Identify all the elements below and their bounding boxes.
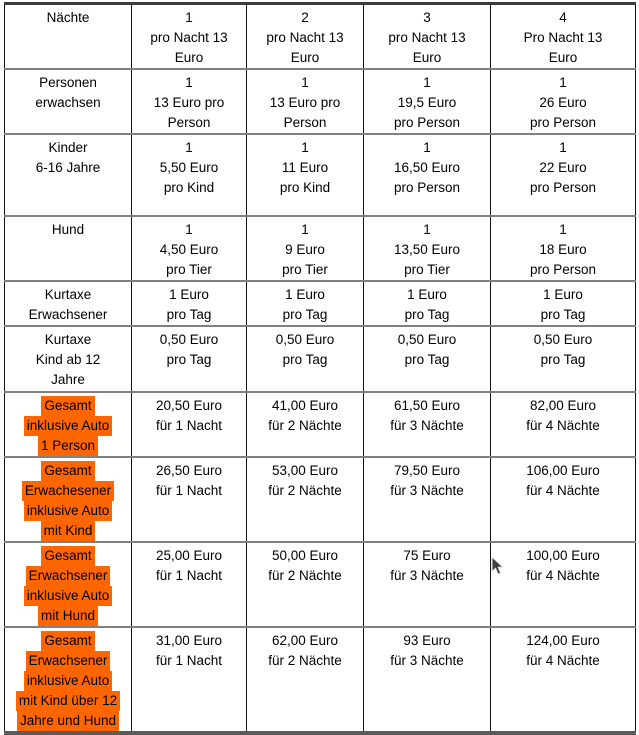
price-cell[interactable] bbox=[364, 392, 491, 457]
row-label-cell[interactable] bbox=[5, 392, 132, 457]
price-cell-line: pro Person bbox=[529, 180, 597, 195]
row-label-line: Erwachsener bbox=[7, 566, 129, 586]
price-cell-line: für 1 Nacht bbox=[155, 568, 223, 583]
price-cell-line: 75 Euro bbox=[403, 548, 451, 563]
table-row bbox=[5, 4, 636, 70]
table-row bbox=[5, 542, 636, 627]
price-cell-line: 1 bbox=[423, 222, 431, 237]
price-cell-line: für 3 Nächte bbox=[390, 568, 464, 583]
row-label-cell[interactable] bbox=[5, 216, 132, 281]
price-cell-line: Euro bbox=[412, 50, 442, 65]
price-cell[interactable] bbox=[491, 216, 636, 281]
price-cell-line: Pro Nacht 13 bbox=[523, 30, 603, 45]
price-cell[interactable] bbox=[247, 69, 364, 134]
price-cell[interactable] bbox=[132, 542, 247, 627]
price-cell[interactable] bbox=[491, 326, 636, 392]
price-cell[interactable] bbox=[247, 457, 364, 542]
table-row bbox=[5, 134, 636, 216]
price-cell-line: pro Tag bbox=[540, 352, 586, 367]
row-label-line: Gesamt bbox=[7, 546, 129, 566]
price-cell-line: 31,00 Euro bbox=[155, 633, 223, 648]
price-cell-line: 1 bbox=[423, 140, 431, 155]
price-cell-line: pro Nacht 13 bbox=[150, 30, 228, 45]
price-cell-line: 0,50 Euro bbox=[159, 332, 219, 347]
price-cell-line: 0,50 Euro bbox=[397, 332, 457, 347]
price-cell-line: für 2 Nächte bbox=[268, 653, 342, 668]
price-cell-line: 13,50 Euro bbox=[393, 242, 461, 257]
price-cell[interactable] bbox=[364, 134, 491, 216]
table-row bbox=[5, 326, 636, 392]
price-cell-line: pro Person bbox=[529, 262, 597, 277]
price-cell-line: 0,50 Euro bbox=[533, 332, 593, 347]
price-cell-line: 82,00 Euro bbox=[529, 398, 597, 413]
price-cell-line: 1 bbox=[423, 75, 431, 90]
price-cell[interactable] bbox=[247, 392, 364, 457]
price-cell-line: 1 bbox=[301, 140, 309, 155]
price-cell-line: 18 Euro bbox=[539, 242, 587, 257]
row-label-line: Kinder bbox=[48, 140, 88, 155]
row-label-line: Jahre und Hund bbox=[7, 711, 129, 731]
row-label-cell[interactable] bbox=[5, 542, 132, 627]
price-cell-line: 50,00 Euro bbox=[271, 548, 339, 563]
price-cell[interactable] bbox=[247, 326, 364, 392]
price-cell-line: für 4 Nächte bbox=[526, 568, 600, 583]
row-label-cell[interactable] bbox=[5, 4, 132, 70]
table-row bbox=[5, 216, 636, 281]
price-cell-line: 1 Euro bbox=[285, 287, 325, 302]
price-cell[interactable] bbox=[132, 326, 247, 392]
price-cell[interactable] bbox=[132, 4, 247, 70]
price-cell-line: 1 bbox=[185, 140, 193, 155]
price-cell-line: 13 Euro pro bbox=[153, 95, 225, 110]
price-cell-line: pro Nacht 13 bbox=[266, 30, 344, 45]
price-cell-line: pro Tag bbox=[404, 307, 450, 322]
row-label-line: Kind ab 12 bbox=[35, 352, 101, 367]
price-cell[interactable] bbox=[364, 4, 491, 70]
price-cell-line: 4 bbox=[559, 10, 567, 25]
row-label-line: mit Kind über 12 bbox=[7, 691, 129, 711]
price-cell-line: 4,50 Euro bbox=[159, 242, 219, 257]
price-cell-line: für 3 Nächte bbox=[390, 418, 464, 433]
price-cell-line: 26,50 Euro bbox=[155, 463, 223, 478]
price-cell[interactable] bbox=[247, 542, 364, 627]
price-cell-line: pro Person bbox=[393, 115, 461, 130]
price-cell-line: pro Tag bbox=[540, 307, 586, 322]
price-cell-line: 61,50 Euro bbox=[393, 398, 461, 413]
document-table-area bbox=[4, 2, 636, 735]
price-cell-line: für 4 Nächte bbox=[526, 653, 600, 668]
price-cell-line: für 3 Nächte bbox=[390, 653, 464, 668]
price-cell[interactable] bbox=[491, 69, 636, 134]
price-cell-line: für 4 Nächte bbox=[526, 418, 600, 433]
price-cell-line: 19,5 Euro bbox=[397, 95, 457, 110]
price-cell-line: 0,50 Euro bbox=[275, 332, 335, 347]
price-cell[interactable] bbox=[364, 326, 491, 392]
price-cell-line: für 1 Nacht bbox=[155, 653, 223, 668]
price-cell-line: 5,50 Euro bbox=[159, 160, 219, 175]
price-cell-line: 25,00 Euro bbox=[155, 548, 223, 563]
price-cell-line: 124,00 Euro bbox=[526, 633, 600, 648]
row-label-line: Gesamt bbox=[7, 461, 129, 481]
price-cell-line: 20,50 Euro bbox=[155, 398, 223, 413]
row-label-cell[interactable] bbox=[5, 134, 132, 216]
table-row bbox=[5, 69, 636, 134]
price-cell-line: pro Kind bbox=[163, 180, 215, 195]
price-cell-line: pro Tag bbox=[282, 307, 328, 322]
price-cell-line: 1 bbox=[559, 75, 567, 90]
price-cell[interactable] bbox=[247, 134, 364, 216]
row-label-line: inklusive Auto bbox=[7, 501, 129, 521]
price-cell-line: 79,50 Euro bbox=[393, 463, 461, 478]
price-cell[interactable] bbox=[132, 216, 247, 281]
price-cell-line: pro Tier bbox=[404, 262, 450, 277]
price-cell-line: 106,00 Euro bbox=[526, 463, 600, 478]
row-label-line: inklusive Auto bbox=[7, 416, 129, 436]
price-cell-line: 93 Euro bbox=[403, 633, 451, 648]
price-cell-line: 1 bbox=[559, 140, 567, 155]
price-cell[interactable] bbox=[364, 281, 491, 326]
price-cell-line: für 4 Nächte bbox=[526, 483, 600, 498]
price-cell-line: pro Tier bbox=[166, 262, 212, 277]
row-label-line: Personen bbox=[39, 75, 97, 90]
price-cell[interactable] bbox=[132, 392, 247, 457]
price-cell-line: für 1 Nacht bbox=[155, 418, 223, 433]
row-label-cell[interactable] bbox=[5, 627, 132, 733]
price-cell-line: pro Kind bbox=[279, 180, 331, 195]
row-label-cell[interactable] bbox=[5, 326, 132, 392]
price-cell-line: 1 bbox=[559, 222, 567, 237]
price-cell-line: Person bbox=[167, 115, 211, 130]
price-cell[interactable] bbox=[364, 627, 491, 733]
price-cell-line: 22 Euro bbox=[539, 160, 587, 175]
row-label-line: Erwachsener bbox=[7, 651, 129, 671]
price-cell-line: 3 bbox=[423, 10, 431, 25]
price-cell-line: 53,00 Euro bbox=[271, 463, 339, 478]
price-cell-line: 62,00 Euro bbox=[271, 633, 339, 648]
price-cell-line: 1 bbox=[185, 10, 193, 25]
price-cell-line: pro Tag bbox=[166, 352, 212, 367]
price-cell-line: pro Nacht 13 bbox=[388, 30, 466, 45]
table-row bbox=[5, 627, 636, 733]
price-cell-line: 41,00 Euro bbox=[271, 398, 339, 413]
price-cell[interactable] bbox=[491, 281, 636, 326]
price-cell-line: 26 Euro bbox=[539, 95, 587, 110]
price-cell[interactable] bbox=[364, 542, 491, 627]
price-cell[interactable] bbox=[491, 627, 636, 733]
price-cell-line: 1 Euro bbox=[169, 287, 209, 302]
price-cell[interactable] bbox=[247, 627, 364, 733]
price-cell-line: Euro bbox=[290, 50, 320, 65]
price-cell[interactable] bbox=[132, 457, 247, 542]
row-label-line: inklusive Auto bbox=[7, 586, 129, 606]
table-row bbox=[5, 392, 636, 457]
price-cell-line: pro Tag bbox=[166, 307, 212, 322]
row-label-cell[interactable] bbox=[5, 69, 132, 134]
row-label-line: 6-16 Jahre bbox=[35, 160, 101, 175]
price-cell-line: 1 bbox=[301, 75, 309, 90]
price-cell[interactable] bbox=[364, 457, 491, 542]
price-cell-line: Euro bbox=[548, 50, 578, 65]
price-cell-line: Euro bbox=[174, 50, 204, 65]
price-cell-line: 16,50 Euro bbox=[393, 160, 461, 175]
row-label-line: mit Hund bbox=[7, 606, 129, 626]
price-cell-line: für 1 Nacht bbox=[155, 483, 223, 498]
price-cell-line: 11 Euro bbox=[281, 160, 329, 175]
table-row bbox=[5, 457, 636, 542]
row-label-line: Gesamt bbox=[7, 396, 129, 416]
row-label-line: Kurtaxe bbox=[44, 332, 92, 347]
price-cell-line: 13 Euro pro bbox=[269, 95, 341, 110]
price-cell[interactable] bbox=[491, 542, 636, 627]
price-cell-line: 1 bbox=[185, 222, 193, 237]
price-table bbox=[4, 2, 636, 735]
price-cell[interactable] bbox=[491, 4, 636, 70]
price-cell-line: für 3 Nächte bbox=[390, 483, 464, 498]
price-cell[interactable] bbox=[132, 134, 247, 216]
price-cell-line: pro Person bbox=[393, 180, 461, 195]
price-cell-line: 1 bbox=[301, 222, 309, 237]
row-label-line: Jahre bbox=[51, 372, 85, 387]
price-cell[interactable] bbox=[132, 627, 247, 733]
price-cell-line: pro Person bbox=[529, 115, 597, 130]
price-cell-line: 9 Euro bbox=[285, 242, 325, 257]
row-label-line: 1 Person bbox=[7, 436, 129, 456]
row-label-line: Erwachesener bbox=[7, 481, 129, 501]
row-label-cell[interactable] bbox=[5, 281, 132, 326]
row-label-line: erwachsen bbox=[35, 95, 101, 110]
price-cell[interactable] bbox=[247, 4, 364, 70]
price-cell[interactable] bbox=[364, 69, 491, 134]
row-label-line: mit Kind bbox=[7, 521, 129, 541]
price-cell[interactable] bbox=[247, 216, 364, 281]
price-cell-line: pro Tag bbox=[404, 352, 450, 367]
price-cell[interactable] bbox=[491, 457, 636, 542]
price-cell[interactable] bbox=[364, 216, 491, 281]
table-row bbox=[5, 281, 636, 326]
price-cell-line: 1 Euro bbox=[407, 287, 447, 302]
row-label-line: Erwachsener bbox=[28, 307, 108, 322]
row-label-line: Nächte bbox=[46, 10, 90, 25]
price-cell[interactable] bbox=[132, 69, 247, 134]
row-label-line: Kurtaxe bbox=[44, 287, 92, 302]
price-cell-line: pro Tag bbox=[282, 352, 328, 367]
price-cell-line: 1 Euro bbox=[543, 287, 583, 302]
price-cell[interactable] bbox=[491, 134, 636, 216]
price-cell-line: 100,00 Euro bbox=[526, 548, 600, 563]
price-cell-line: für 2 Nächte bbox=[268, 418, 342, 433]
price-cell-line: für 2 Nächte bbox=[268, 568, 342, 583]
price-cell[interactable] bbox=[491, 392, 636, 457]
price-cell-line: Person bbox=[283, 115, 327, 130]
price-cell-line: pro Tier bbox=[282, 262, 328, 277]
row-label-line: Hund bbox=[51, 222, 85, 237]
price-cell-line: 2 bbox=[301, 10, 309, 25]
price-cell-line: für 2 Nächte bbox=[268, 483, 342, 498]
row-label-line: Gesamt bbox=[7, 631, 129, 651]
price-cell[interactable] bbox=[132, 281, 247, 326]
row-label-cell[interactable] bbox=[5, 457, 132, 542]
price-cell[interactable] bbox=[247, 281, 364, 326]
price-cell-line: 1 bbox=[185, 75, 193, 90]
row-label-line: inklusive Auto bbox=[7, 671, 129, 691]
